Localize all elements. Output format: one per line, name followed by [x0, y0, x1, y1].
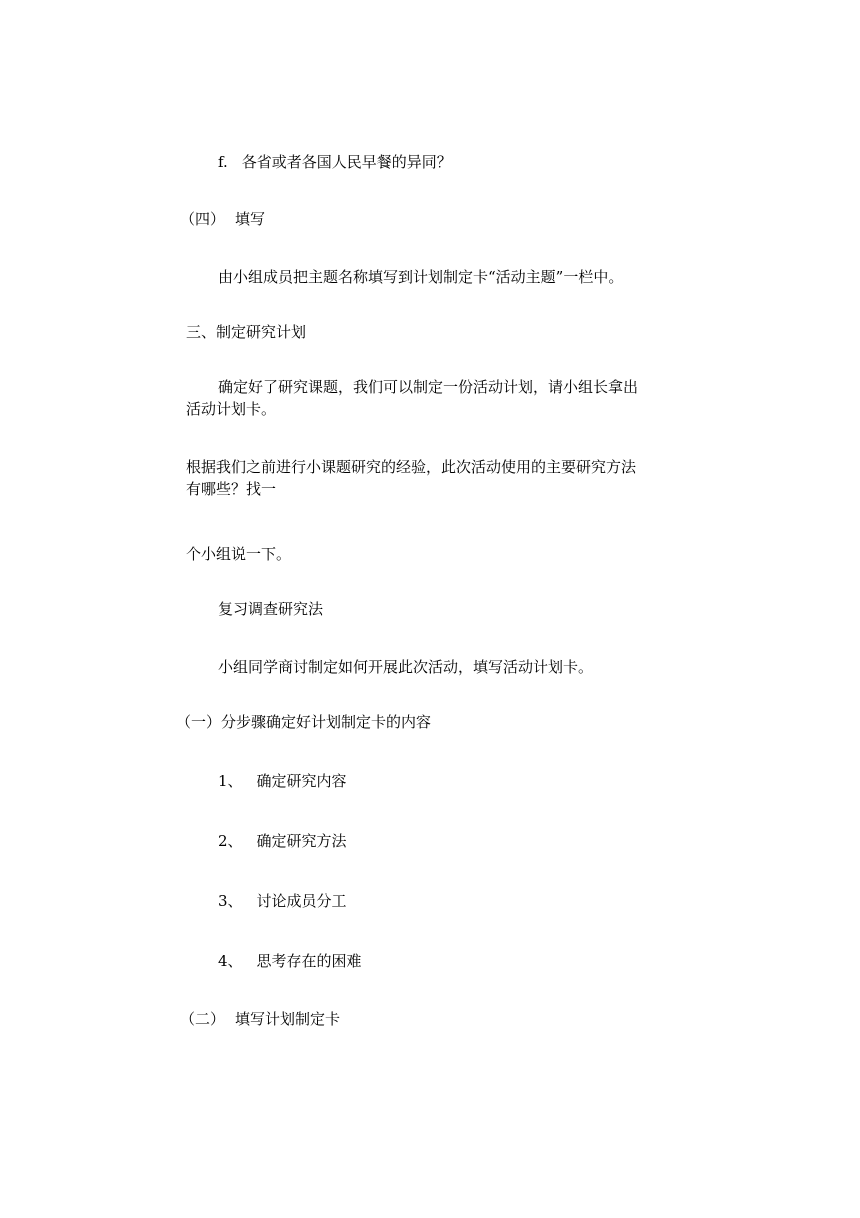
step-text: 思考存在的困难 [256, 952, 362, 970]
paragraph-discuss: 小组同学商讨制定如何开展此次活动，填写活动计划卡。 [218, 658, 594, 676]
step-number: 2、 [218, 832, 243, 850]
paragraph-method-line-1: 根据我们之前进行小课题研究的经验，此次活动使用的主要研究方法 [186, 458, 637, 476]
item-f [218, 151, 452, 173]
paragraph-review-survey: 复习调查研究法 [218, 600, 324, 618]
section-4-marker: （四） [180, 210, 226, 228]
step-number: 3、 [218, 892, 243, 910]
subsection-1-heading [176, 711, 431, 733]
section-4-heading [180, 208, 265, 230]
subsection-2-text: 填写计划制定卡 [235, 1010, 341, 1028]
paragraph-confirm-line-2: 活动计划卡。 [186, 400, 277, 418]
subsection-1-marker: （一） [176, 713, 222, 731]
paragraph-method-line-3: 个小组说一下。 [186, 545, 292, 563]
heading-make-plan: 三、制定研究计划 [186, 323, 307, 341]
step-item [218, 770, 347, 792]
step-text: 讨论成员分工 [256, 892, 347, 910]
section-4-text: 填写 [235, 210, 266, 228]
step-number: 4、 [218, 952, 243, 970]
subsection-1-text: 分步骤确定好计划制定卡的内容 [221, 713, 432, 731]
paragraph-confirm-line-1: 确定好了研究课题，我们可以制定一份活动计划，请小组长拿出 [218, 378, 639, 396]
step-item [218, 830, 347, 852]
step-item [218, 890, 347, 912]
paragraph-fill-theme: 由小组成员把主题名称填写到计划制定卡“活动主题”一栏中。 [218, 268, 624, 286]
subsection-2-heading [180, 1008, 340, 1030]
item-f-marker: f. [218, 153, 228, 171]
step-number: 1、 [218, 772, 243, 790]
item-f-text: 各省或者各国人民早餐的异同？ [241, 153, 452, 171]
subsection-2-marker: （二） [180, 1010, 226, 1028]
step-item [218, 950, 362, 972]
step-text: 确定研究内容 [256, 772, 347, 790]
step-text: 确定研究方法 [256, 832, 347, 850]
paragraph-method-line-2: 有哪些？找一 [186, 480, 277, 498]
